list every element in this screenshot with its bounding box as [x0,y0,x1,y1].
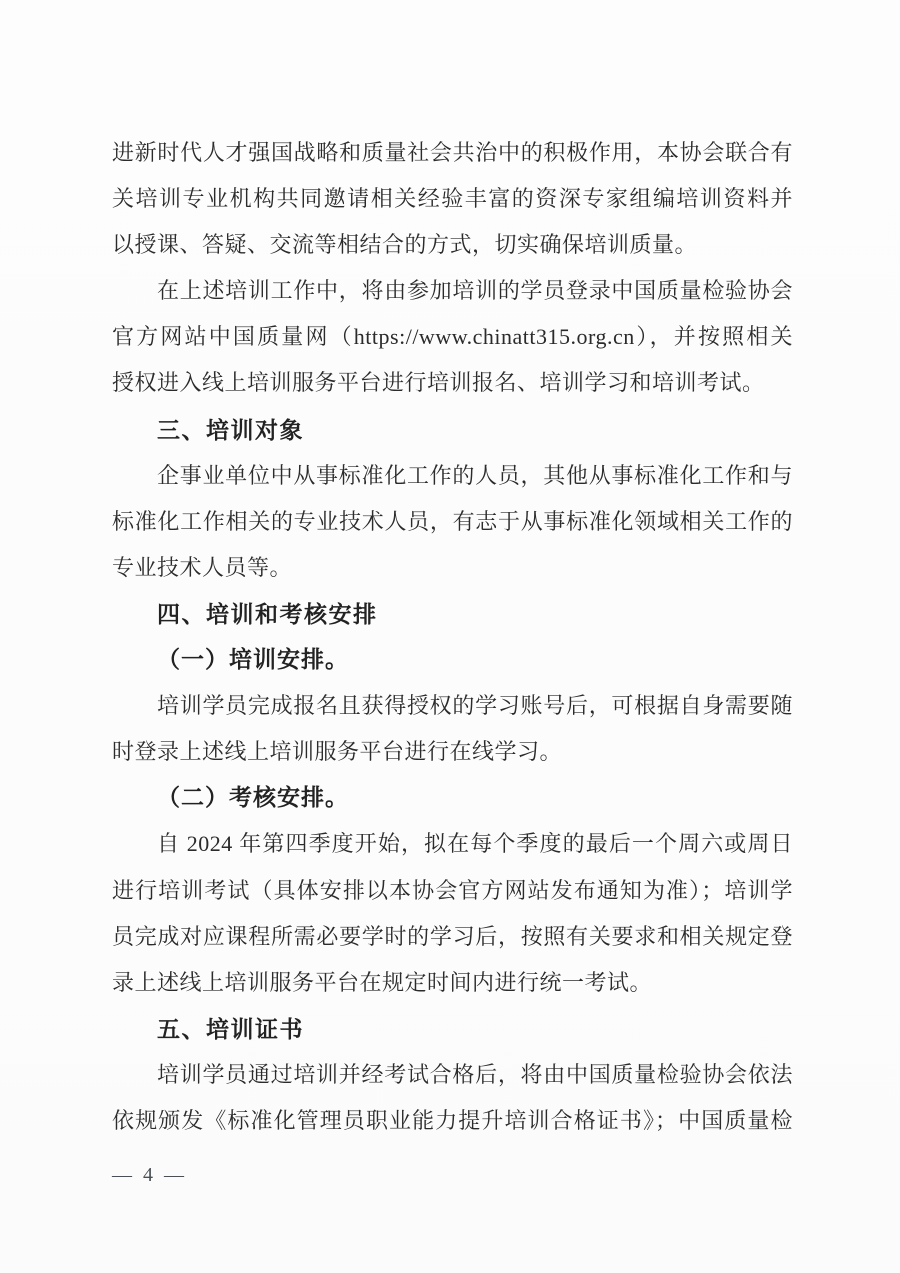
paragraph-line: 时登录上述线上培训服务平台进行在线学习。 [112,739,563,765]
subheading-training-arrangement: （一）培训安排。 [157,647,349,673]
section-heading-training-exam-arrange: 四、培训和考核安排 [157,600,378,627]
page-number: — 4 — [112,1164,187,1186]
paragraph-line: 关培训专业机构共同邀请相关经验丰富的资深专家组编培训资料并 [112,186,793,212]
paragraph-line: 以授课、答疑、交流等相结合的方式，切实确保培训质量。 [112,232,698,258]
paragraph-line: 企事业单位中从事标准化工作的人员，其他从事标准化工作和与 [157,462,793,488]
subheading-exam-arrangement: （二）考核安排。 [157,785,349,811]
section-heading-training-target: 三、培训对象 [157,416,304,443]
paragraph-line-with-url: 官方网站中国质量网（https://www.chinatt315.org.cn），并按照相关 [112,324,793,350]
paragraph-line: 在上述培训工作中，将由参加培训的学员登录中国质量检验协会 [157,278,793,304]
paragraph-line: 标准化工作相关的专业技术人员，有志于从事标准化领域相关工作的 [112,508,793,534]
document-body [112,130,793,1144]
paragraph-line: 专业技术人员等。 [112,554,293,580]
paragraph-line: 录上述线上培训服务平台在规定时间内进行统一考试。 [112,969,653,995]
paragraph-line: 依规颁发《标准化管理员职业能力提升培训合格证书》；中国质量检 [112,1107,793,1133]
paragraph-line: 培训学员通过培训并经考试合格后，将由中国质量检验协会依法 [157,1061,793,1087]
paragraph-line: 自 2024 年第四季度开始，拟在每个季度的最后一个周六或周日 [157,831,793,857]
paragraph-line: 进新时代人才强国战略和质量社会共治中的积极作用，本协会联合有 [112,140,793,165]
paragraph-line: 进行培训考试（具体安排以本协会官方网站发布通知为准）；培训学 [112,877,793,903]
paragraph-line: 授权进入线上培训服务平台进行培训报名、培训学习和培训考试。 [112,370,765,396]
section-heading-training-certificate: 五、培训证书 [157,1015,304,1042]
paragraph-line: 培训学员完成报名且获得授权的学习账号后，可根据自身需要随 [157,693,793,719]
paragraph-line: 员完成对应课程所需必要学时的学习后，按照有关要求和相关规定登 [112,923,793,949]
